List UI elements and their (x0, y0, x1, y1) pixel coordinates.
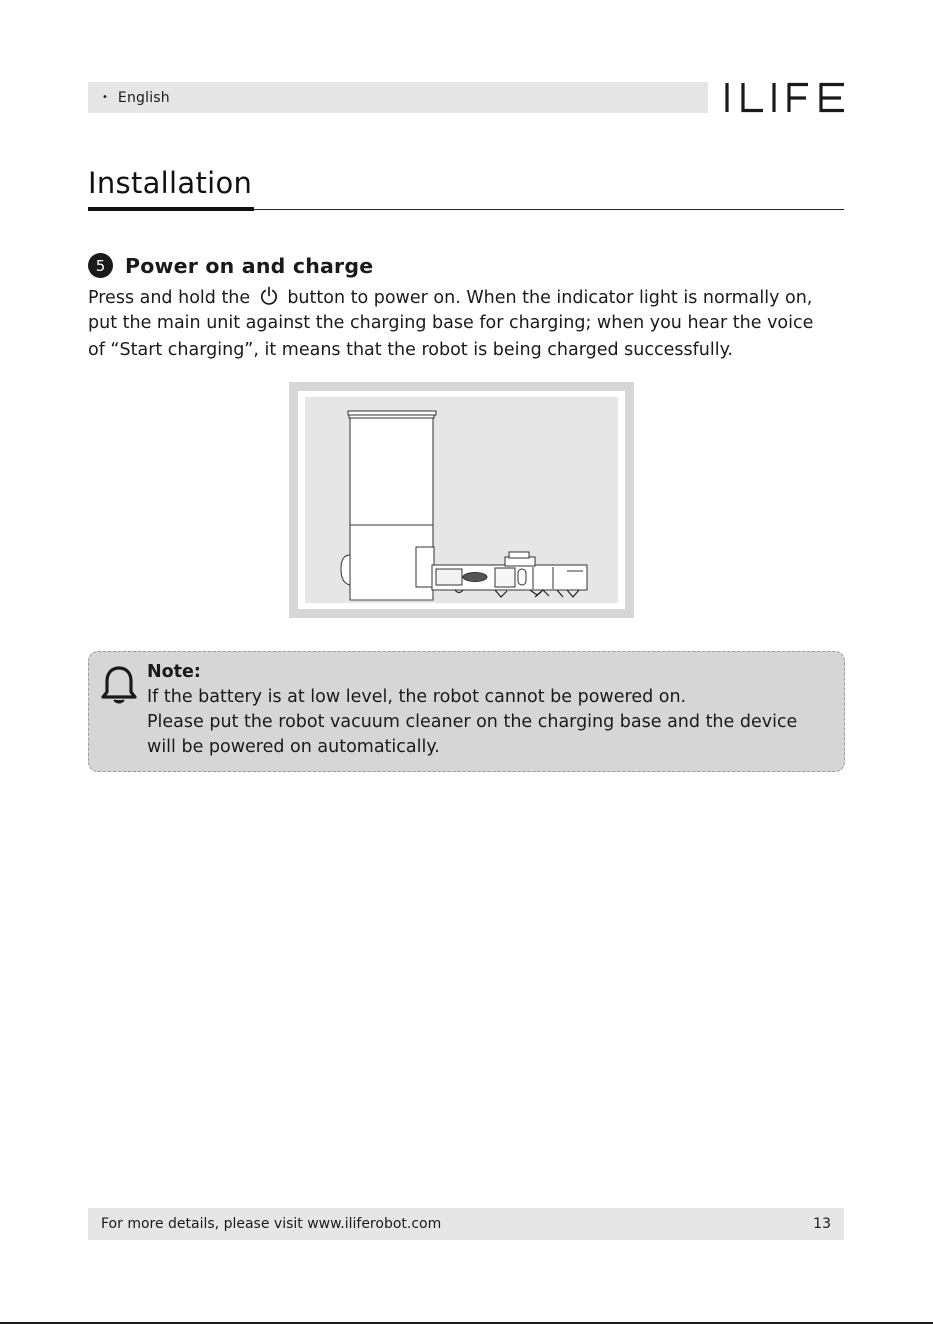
note-title: Note: (147, 662, 201, 682)
page-number: 13 (813, 1216, 831, 1232)
title-underline (88, 207, 254, 211)
illustration-frame (289, 382, 634, 618)
note-line-1: If the battery is at low level, the robot cannot be powered on. (147, 687, 687, 707)
instruction-text: Press and hold the (88, 288, 251, 308)
language-label: English (117, 89, 170, 106)
bell-icon (101, 665, 137, 705)
note-line-3: will be powered on automatically. (147, 737, 440, 757)
power-icon (259, 286, 279, 306)
note-line-2: Please put the robot vacuum cleaner on the charging base and the device (147, 712, 798, 732)
brand-logo (724, 79, 846, 115)
step-title: Power on and charge (125, 253, 374, 278)
instruction-line-2: put the main unit against the charging base for charging; when you hear the voice (88, 313, 814, 333)
instruction-line-3: of “Start charging”, it means that the robot is being charged successfully. (88, 340, 733, 360)
robot-on-charging-base-illustration (305, 397, 618, 603)
instruction-line-1 (88, 286, 848, 308)
footer-website-text: For more details, please visit www.iliferobot.com (101, 1216, 442, 1232)
bullet: • (102, 92, 108, 103)
instruction-text: button to power on. When the indicator light is normally on, (287, 288, 813, 308)
language-bar (88, 82, 708, 113)
svg-text:ILIFE: ILIFE (724, 79, 727, 80)
footer-bar (88, 1208, 844, 1240)
step-heading (88, 253, 373, 278)
section-title: Installation (88, 166, 253, 200)
step-number-badge: 5 (88, 253, 113, 278)
